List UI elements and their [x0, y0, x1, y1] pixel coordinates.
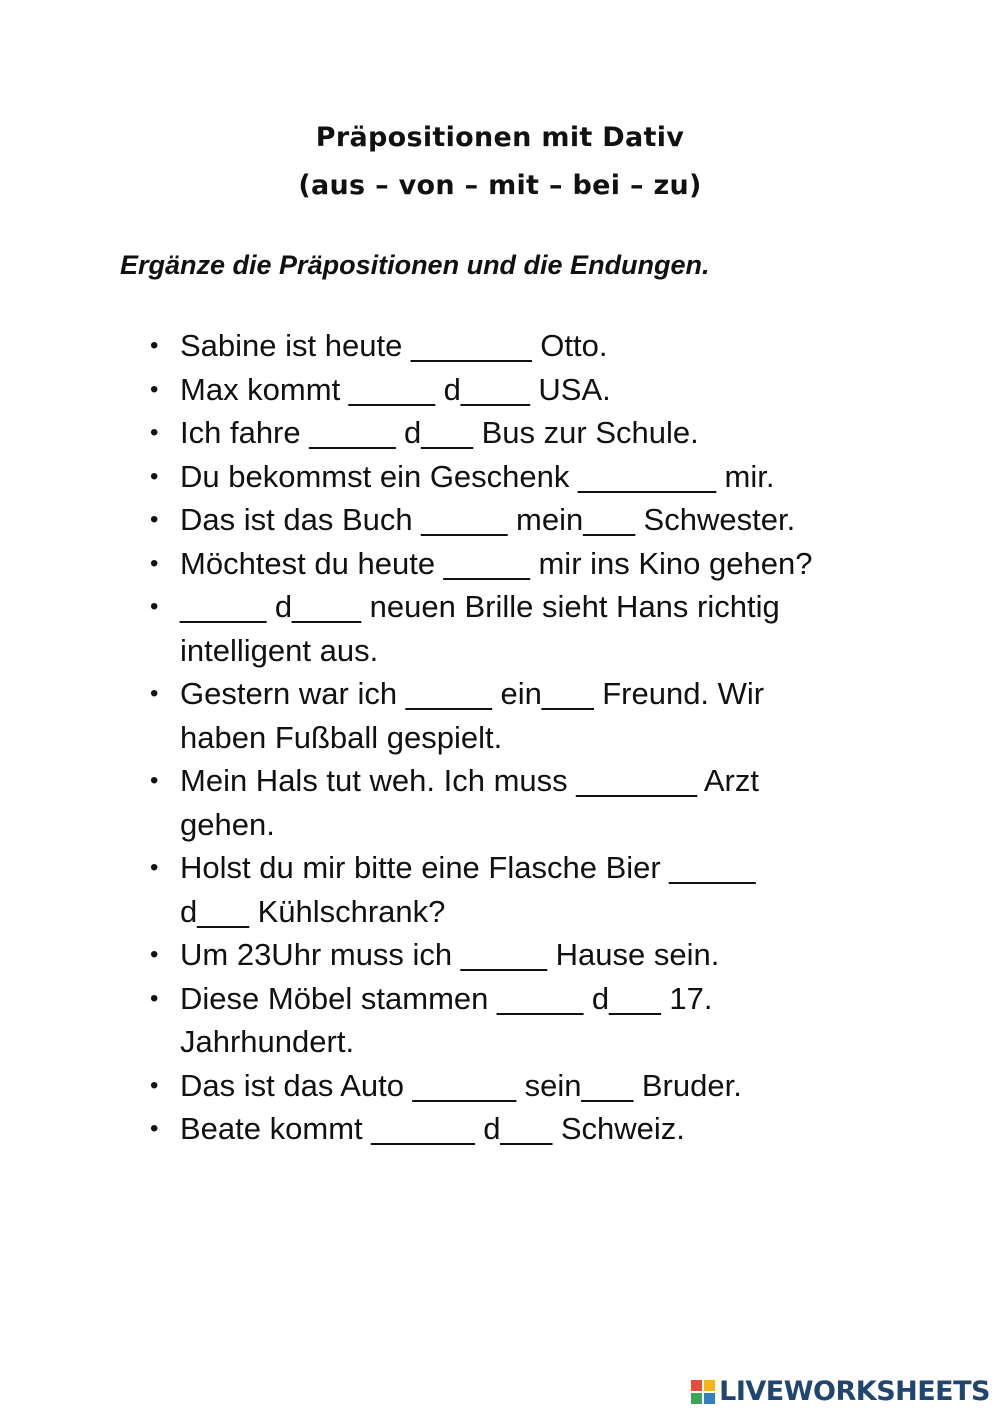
exercise-sentence: Um 23Uhr muss ich _____ Hause sein. [180, 937, 720, 972]
exercise-item [150, 1107, 890, 1151]
logo-square-blue [704, 1393, 715, 1404]
bullet-icon: • [150, 419, 159, 446]
exercise-item [150, 324, 890, 368]
exercise-item [150, 455, 890, 499]
exercise-item [150, 1064, 890, 1108]
liveworksheets-logo-icon [691, 1380, 715, 1404]
exercise-item [150, 542, 890, 586]
exercise-item [150, 368, 890, 412]
bullet-icon: • [150, 1071, 159, 1099]
exercise-sentence: Holst du mir bitte eine Flasche Bier _____ d___ Kühlschrank? [180, 850, 756, 929]
exercise-item [150, 585, 890, 672]
exercise-item [150, 846, 890, 933]
bullet-icon: • [150, 1115, 159, 1142]
exercise-item [150, 498, 890, 542]
logo-square-yellow [704, 1380, 715, 1391]
liveworksheets-logo [691, 1376, 990, 1407]
exercise-item [150, 672, 890, 759]
exercise-instruction: Ergänze die Präpositionen und die Endungen. [120, 250, 710, 280]
exercise-sentence: Gestern war ich _____ ein___ Freund. Wir haben Fußball gespielt. [180, 676, 765, 755]
bullet-icon: • [150, 984, 159, 1012]
bullet-icon: • [150, 506, 159, 533]
exercise-sentence: Beate kommt ______ d___ Schweiz. [180, 1111, 685, 1146]
exercise-item [150, 933, 890, 977]
logo-square-green [691, 1393, 702, 1404]
exercise-item [150, 411, 890, 455]
bullet-icon: • [150, 332, 159, 359]
logo-wordmark: LIVEWORKSHEETS [719, 1376, 990, 1407]
bullet-icon: • [150, 462, 159, 490]
bullet-icon: • [150, 549, 159, 577]
bullet-icon: • [150, 854, 159, 881]
exercise-item [150, 977, 890, 1064]
exercise-sentence: Max kommt _____ d____ USA. [180, 371, 611, 407]
exercise-list [150, 324, 890, 1151]
exercise-sentence: _____ d____ neuen Brille sieht Hans richtig intelligent aus. [180, 589, 780, 668]
exercise-item [150, 759, 890, 846]
worksheet-title: Präpositionen mit Dativ [315, 122, 685, 153]
bullet-icon: • [150, 375, 159, 403]
exercise-sentence: Ich fahre _____ d___ Bus zur Schule. [180, 415, 699, 450]
exercise-sentence: Sabine ist heute _______ Otto. [180, 328, 608, 363]
worksheet-subtitle: (aus – von – mit – bei – zu) [298, 170, 702, 201]
exercise-sentence: Mein Hals tut weh. Ich muss _______ Arzt gehen. [180, 763, 759, 842]
exercise-sentence: Das ist das Buch _____ mein___ Schwester. [180, 502, 796, 537]
exercise-sentence: Möchtest du heute _____ mir ins Kino gehen? [180, 545, 813, 581]
logo-square-red [691, 1380, 702, 1391]
bullet-icon: • [150, 680, 159, 707]
exercise-sentence: Diese Möbel stammen _____ d___ 17. Jahrhundert. [180, 980, 713, 1059]
bullet-icon: • [150, 767, 159, 794]
bullet-icon: • [150, 941, 159, 968]
bullet-icon: • [150, 593, 159, 620]
exercise-sentence: Du bekommst ein Geschenk ________ mir. [180, 458, 775, 494]
exercise-sentence: Das ist das Auto ______ sein___ Bruder. [180, 1067, 742, 1103]
